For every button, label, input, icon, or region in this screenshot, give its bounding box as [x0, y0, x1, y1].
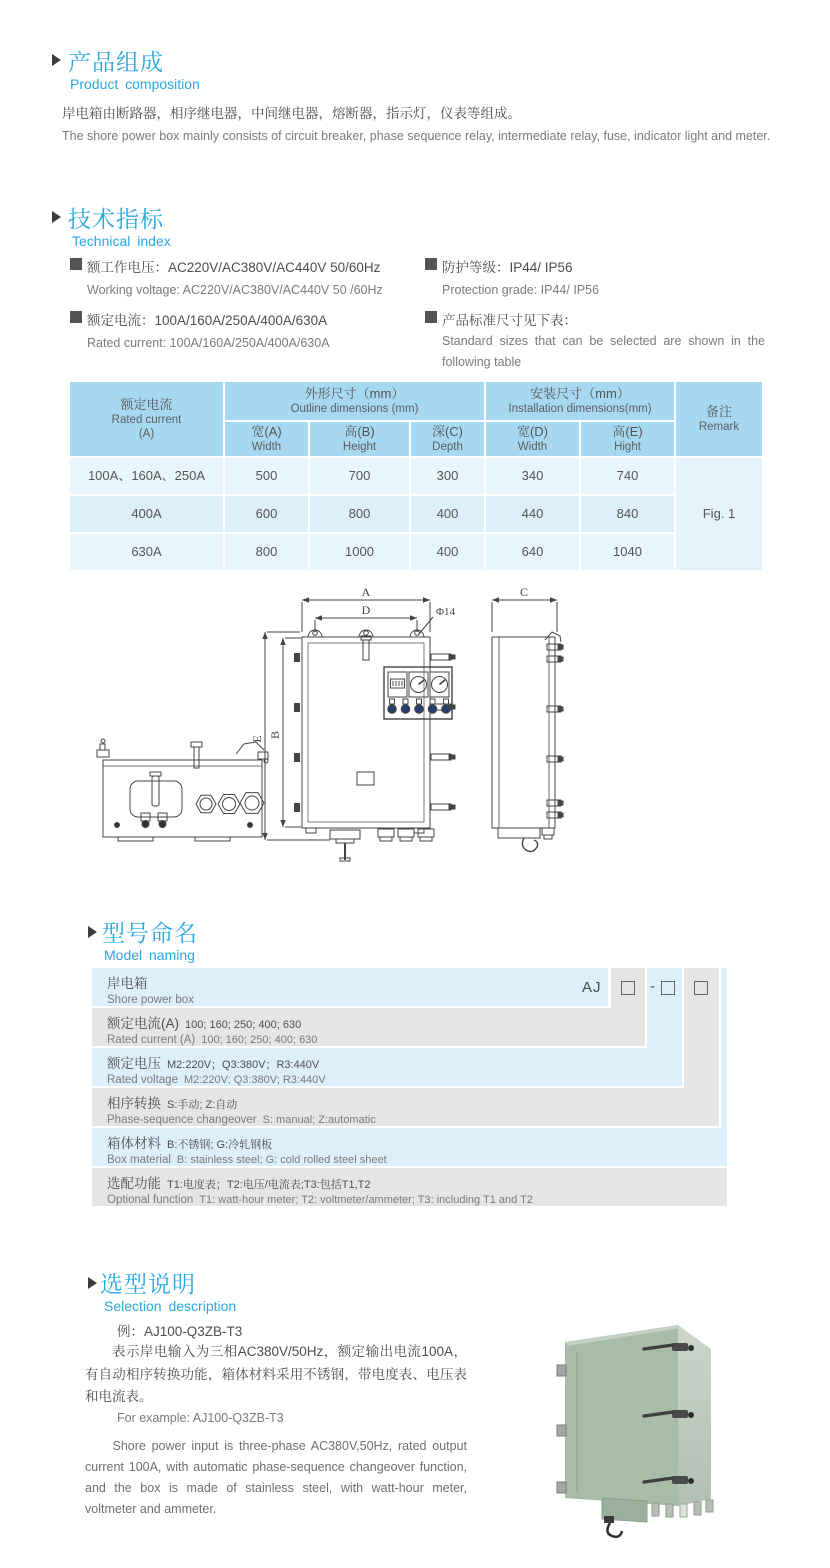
header-en: Installation dimensions(mm) — [508, 402, 652, 415]
spec-current-en: Rated current: 100A/160A/250A/400A/630A — [87, 336, 330, 350]
selection-desc-en: Shore power input is three-phase AC380V,50Hz, rated output current 100A, with automatic phase-sequence changeover function, and the box is made of stainless steel, with watt-hour meter, voltmeter and ammeter. — [85, 1439, 467, 1516]
section-title-model-naming: 型号命名 — [102, 920, 198, 946]
table-row-cell: 1040 — [581, 534, 674, 570]
header-unit: (A) — [138, 428, 155, 441]
group-header-outline — [225, 382, 484, 420]
composition-desc-en: The shore power box mainly consists of circuit breaker, phase sequence relay, intermediate relay, fuse, indicator light and meter. — [62, 129, 771, 143]
row-zh-label: 相序转换 — [107, 1096, 161, 1111]
subcol-zh: 高(B) — [344, 423, 375, 439]
subcol-en: Width — [251, 440, 282, 453]
table-row-cell: 100A、160A、250A — [70, 458, 223, 494]
spec-voltage-zh: 额工作电压：AC220V/AC380V/AC440V 50/60Hz — [87, 260, 381, 275]
subcol-en: Hight — [614, 440, 641, 453]
dim-label-e: E — [250, 735, 264, 743]
spec-sizes-zh: 产品标准尺寸见下表： — [442, 313, 577, 328]
bullet-square-icon — [425, 311, 437, 323]
subcol-depth-c — [411, 422, 484, 456]
subcol-zh: 宽(D) — [516, 423, 549, 439]
table-row-cell: 500 — [225, 458, 308, 494]
model-code-box — [661, 981, 675, 995]
dim-label-b: B — [268, 730, 282, 740]
header-zh: 安装尺寸（mm） — [530, 385, 630, 401]
dim-label-dia14: Φ14 — [436, 606, 456, 618]
header-en: Remark — [698, 420, 740, 433]
row-zh-label: 岸电箱 — [107, 976, 148, 991]
subcol-width-d — [486, 422, 579, 456]
table-row-cell: 600 — [225, 496, 308, 532]
dim-label-c: C — [519, 585, 529, 599]
row-en-value: T1: watt-hour meter; T2: voltmeter/ammeter; T3: including T1 and T2 — [199, 1194, 533, 1206]
row-zh-label: 额定电压 — [107, 1056, 161, 1071]
row-en-label: Optional function — [107, 1194, 194, 1206]
table-row-cell: 800 — [225, 534, 308, 570]
table-row-cell: 300 — [411, 458, 484, 494]
model-row-phase-sequence — [92, 1088, 719, 1126]
spec-sizes-en: Standard sizes that can be selected are shown in the following table — [442, 334, 765, 369]
header-zh: 备注 — [705, 403, 732, 419]
table-row-cell: 800 — [310, 496, 409, 532]
model-code-box — [621, 981, 635, 995]
table-row-cell: 630A — [70, 534, 223, 570]
subcol-zh: 高(E) — [612, 423, 643, 439]
model-row-rated-current — [92, 1008, 645, 1046]
remark-value: Fig. 1 — [676, 458, 762, 570]
row-zh-label: 选配功能 — [107, 1176, 161, 1191]
group-header-installation — [486, 382, 674, 420]
row-zh-label: 箱体材料 — [107, 1136, 161, 1151]
row-zh-value: 100; 160; 250; 400; 630 — [185, 1019, 302, 1031]
header-zh: 额定电流 — [120, 396, 173, 412]
model-code-column — [721, 968, 727, 1128]
subcol-zh: 深(C) — [431, 423, 464, 439]
section-subtitle: Model naming — [104, 947, 195, 963]
dim-label-a: A — [361, 585, 371, 599]
subcol-width-a — [225, 422, 308, 456]
table-row-cell: 400A — [70, 496, 223, 532]
model-row-box-material — [92, 1128, 727, 1166]
dim-label-d: D — [361, 603, 371, 617]
subcol-en: Depth — [432, 440, 463, 453]
row-en-label: Rated current (A) — [107, 1034, 196, 1046]
section-arrow-icon — [52, 54, 61, 66]
row-zh-value: B:不锈钢; G:冷轧钢板 — [167, 1139, 273, 1151]
spec-voltage-en: Working voltage: AC220V/AC380V/AC440V 50 /60Hz — [87, 283, 383, 297]
model-row-shore-power-box — [92, 968, 608, 1006]
model-row-rated-voltage — [92, 1048, 682, 1086]
selection-desc-zh: 表示岸电输入为三相AC380V/50Hz，额定输出电流100A，有自动相序转换功能，箱体材料采用不锈钢，带电度表、电压表和电流表。 — [85, 1344, 467, 1404]
model-code-box — [694, 981, 708, 995]
bullet-square-icon — [70, 311, 82, 323]
section-subtitle: Technical index — [72, 233, 171, 249]
header-en: Rated current — [111, 413, 182, 426]
bullet-square-icon — [70, 258, 82, 270]
table-row-cell: 700 — [310, 458, 409, 494]
selection-example-en: For example: AJ100-Q3ZB-T3 — [117, 1411, 284, 1425]
spec-current-zh: 额定电流：100A/160A/250A/400A/630A — [87, 313, 328, 328]
row-en-value: S: manual; Z:automatic — [262, 1114, 376, 1126]
spec-protection-en: Protection grade: IP44/ IP56 — [442, 283, 600, 297]
subcol-height-e — [581, 422, 674, 456]
bullet-square-icon — [425, 258, 437, 270]
row-en-label: Phase-sequence changeover — [107, 1114, 257, 1126]
table-row-cell: 1000 — [310, 534, 409, 570]
model-code-dash: - — [650, 978, 655, 995]
product-photo — [540, 1292, 830, 1568]
page-title: 产品组成 — [68, 49, 164, 75]
section-title-selection: 选型说明 — [100, 1271, 196, 1297]
section-arrow-icon — [88, 926, 97, 938]
table-row-cell: 740 — [581, 458, 674, 494]
row-zh-label: 额定电流(A) — [107, 1016, 179, 1031]
section-title-technical-index: 技术指标 — [68, 206, 164, 232]
model-row-optional-function — [92, 1168, 727, 1206]
row-en-value: 100; 160; 250; 400; 630 — [201, 1034, 318, 1046]
row-en-value: B: stainless steel; G: cold rolled steel sheet — [176, 1154, 387, 1166]
section-subtitle: Selection description — [104, 1298, 237, 1314]
header-zh: 外形尺寸（mm） — [304, 385, 405, 401]
row-en-label: Shore power box — [107, 994, 194, 1006]
section-arrow-icon — [88, 1277, 97, 1289]
table-row-cell: 440 — [486, 496, 579, 532]
row-zh-value: M2:220V；Q3:380V；R3:440V — [167, 1059, 320, 1071]
subcol-en: Width — [517, 440, 548, 453]
section-arrow-icon — [52, 211, 61, 223]
row-en-value: M2:220V; Q3:380V; R3:440V — [183, 1074, 326, 1086]
subcol-height-b — [310, 422, 409, 456]
header-en: Outline dimensions (mm) — [290, 402, 419, 415]
hinges — [557, 1365, 566, 1493]
spec-protection-zh: 防护等级：IP44/ IP56 — [442, 260, 573, 275]
row-en-label: Rated voltage — [107, 1074, 178, 1086]
row-zh-value: T1:电度表；T2:电压/电流表;T3:包括T1,T2 — [167, 1179, 371, 1191]
selection-example-zh: 例：AJ100-Q3ZB-T3 — [117, 1324, 243, 1339]
col-header-remark — [676, 382, 762, 456]
section-subtitle: Product composition — [70, 76, 200, 92]
flange-clamp — [604, 1516, 614, 1523]
composition-desc-zh: 岸电箱由断路器，相序继电器，中间继电器，熔断器，指示灯，仪表等组成。 — [62, 106, 521, 121]
flange-hook — [607, 1523, 622, 1537]
dimension-drawing — [0, 580, 830, 900]
row-zh-value: S:手动; Z:自动 — [167, 1099, 238, 1111]
row-en-label: Box material — [107, 1154, 171, 1166]
table-row-cell: 640 — [486, 534, 579, 570]
table-row-cell: 400 — [411, 534, 484, 570]
subcol-zh: 宽(A) — [251, 423, 282, 439]
subcol-en: Height — [342, 440, 377, 453]
model-code-prefix: AJ — [582, 979, 602, 996]
col-header-rated-current — [70, 382, 223, 456]
table-row-cell: 400 — [411, 496, 484, 532]
table-row-cell: 840 — [581, 496, 674, 532]
table-row-cell: 340 — [486, 458, 579, 494]
size-table — [70, 382, 762, 570]
